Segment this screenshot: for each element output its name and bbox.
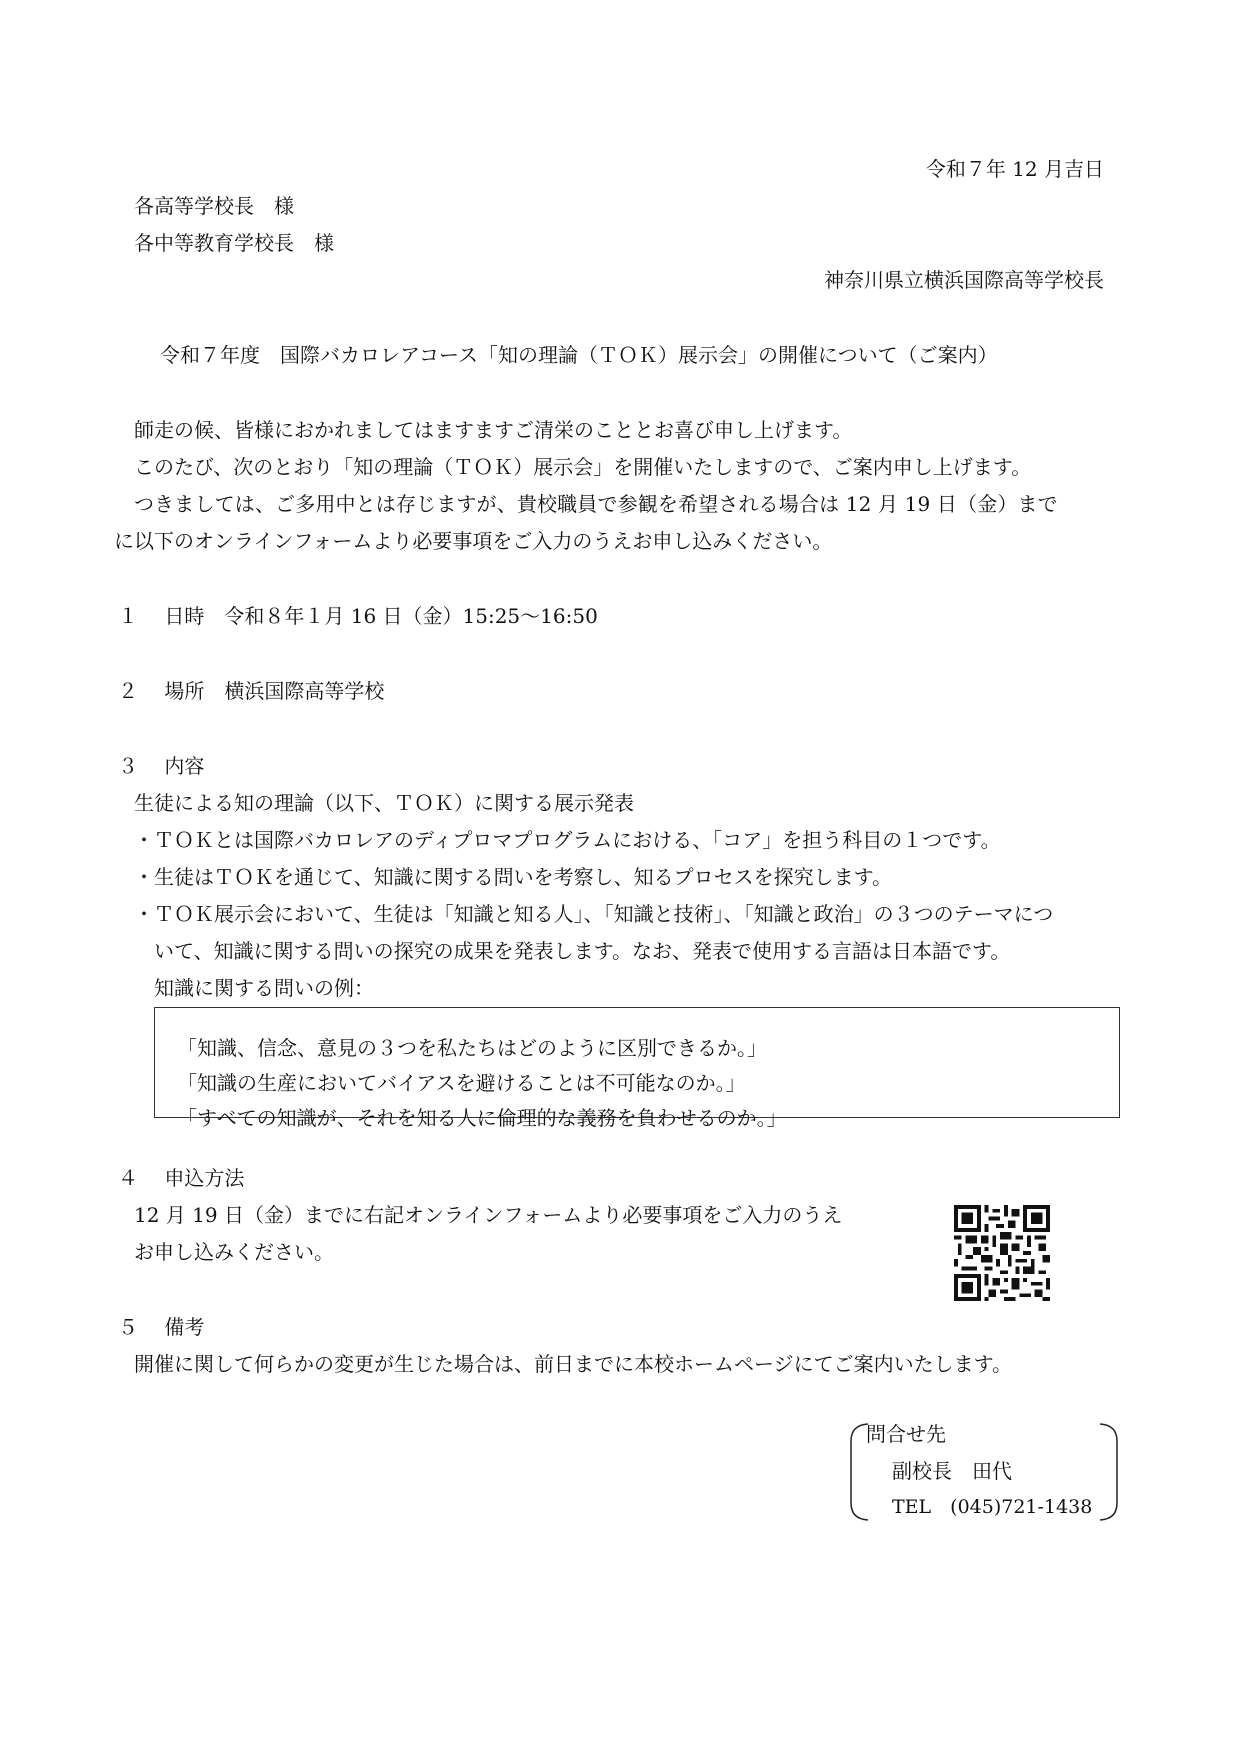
body-paragraph-request-line1: つきましては、ご多用中とは存じますが、貴校職員で参観を希望される場合は 12 月 19 日（金）まで [134,492,1058,516]
contact-label: 問合せ先 [866,1422,946,1446]
example-question: 「すべての知識が、それを知る人に倫理的な義務を負わせるのか。」 [177,1106,787,1130]
item-apply-line: 12 月 19 日（金）までに右記オンラインフォームより必要事項をご入力のうえ [134,1203,843,1227]
item-notes-heading: ５ 備考 [118,1315,205,1339]
contact-box [846,1421,1122,1523]
example-question: 「知識の生産においてバイアスを避けることは不可能なのか。」 [177,1071,746,1095]
qr-code-icon[interactable] [954,1205,1050,1301]
body-paragraph-request-line2: に以下のオンラインフォームより必要事項をご入力のうえお申し込みください。 [114,529,833,553]
item-datetime: １ 日時 令和８年１月 16 日（金）15:25～16:50 [118,604,598,628]
recipient-secondary-schools: 各中等教育学校長 様 [134,231,334,255]
document-title: 令和７年度 国際バカロレアコース「知の理論（ＴＯＫ）展示会」の開催について（ご案内） [160,343,998,367]
item-apply-heading: ４ 申込方法 [118,1166,245,1190]
body-paragraph-announcement: このたび、次のとおり「知の理論（ＴＯＫ）展示会」を開催いたしますので、ご案内申し上げます。 [134,455,1032,479]
content-bullet: ・ＴＯＫとは国際バカロレアのディプロマプログラムにおける、「コア」を担う科目の１つです。 [134,828,1001,852]
item-notes-text: 開催に関して何らかの変更が生じた場合は、前日までに本校ホームページにてご案内いたします。 [134,1352,1012,1376]
item-content-heading: ３ 内容 [118,754,205,778]
item-content-intro: 生徒による知の理論（以下、ＴＯＫ）に関する展示発表 [134,791,634,815]
content-bullet: ・生徒はＴＯＫを通じて、知識に関する問いを考察し、知るプロセスを探究します。 [134,865,892,889]
contact-person: 副校長 田代 [892,1459,1012,1483]
example-questions-box [154,1007,1120,1130]
content-bullet-continuation: いて、知識に関する問いの探究の成果を発表します。なお、発表で使用する言語は日本語です。 [154,939,1011,963]
example-questions-label: 知識に関する問いの例： [154,976,374,1000]
item-place: ２ 場所 横浜国際高等学校 [118,679,385,703]
document-date: 令和７年 12 月吉日 [925,157,1104,181]
example-question: 「知識、信念、意見の３つを私たちはどのように区別できるか。」 [177,1036,767,1060]
body-paragraph-greeting: 師走の候、皆様におかれましてはますますご清栄のこととお喜び申し上げます。 [134,418,853,442]
recipient-high-schools: 各高等学校長 様 [134,194,294,218]
contact-tel: TEL (045)721-1438 [892,1496,1093,1518]
item-apply-line: お申し込みください。 [134,1240,334,1264]
sender: 神奈川県立横浜国際高等学校長 [824,268,1104,292]
content-bullet: ・ＴＯＫ展示会において、生徒は「知識と知る人」、「知識と技術」、「知識と政治」の３つのテーマにつ [134,902,1054,926]
